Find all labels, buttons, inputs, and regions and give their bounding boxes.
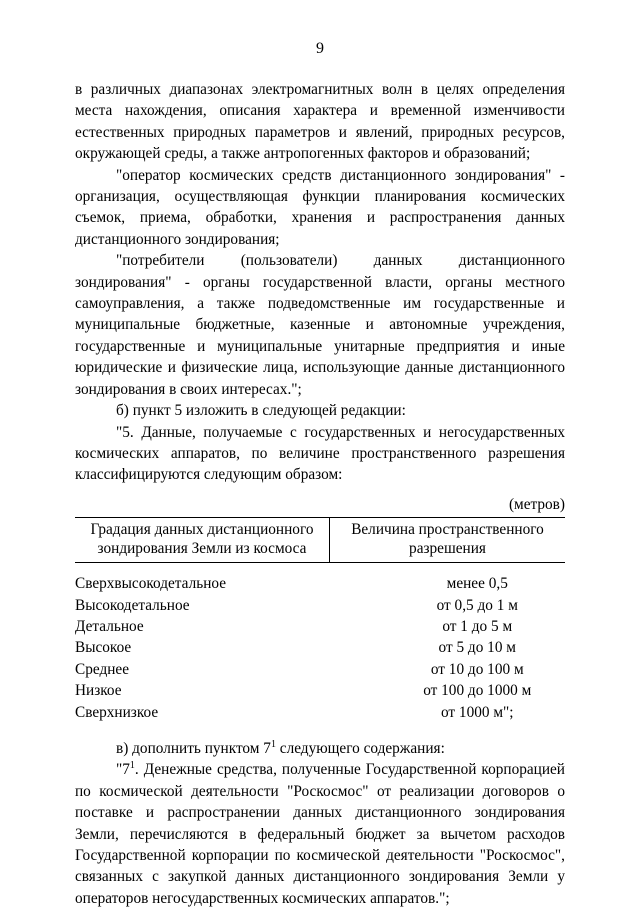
paragraph-item-5: "5. Данные, получаемые с государственных и негосударственных космических аппаратов, по величине пространственного разрешения классифицируются следующим образом: bbox=[75, 423, 565, 484]
page-number: 9 bbox=[316, 40, 324, 57]
table-header-row bbox=[75, 518, 565, 563]
table-row bbox=[75, 616, 565, 637]
paragraph-continuation: в различных диапазонах электромагнитных волн в целях определения места нахождения, описания характера и временной изменчивости естественных природных параметров и явлений, природных ресурсов, окружающей среды, а также антропогенных факторов и образований; bbox=[75, 81, 565, 163]
table-cell-gradation: Сверхнизкое bbox=[75, 703, 159, 721]
item-7-1-text: . Денежные средства, полученные Государственной корпорацией по космической деятельности "Роскосмос" от реализации договоров о поставке и распространении данных дистанционного зондирования Земли, перечисляются в федеральный бюджет за вычетом расходов Государственной корпорации по космической деятельности "Роскосмос", связанных с закупкой данных дистанционного зондирования Земли у операторов негосударственных космических аппаратов."; bbox=[75, 761, 565, 907]
table-cell-resolution: от 10 до 100 м bbox=[430, 660, 524, 678]
table-cell-gradation: Низкое bbox=[75, 682, 122, 700]
table-header-gradation: Градация данных дистанционного зондирования Земли из космоса bbox=[75, 518, 330, 563]
table-row bbox=[75, 595, 565, 616]
paragraph-item-b: б) пункт 5 изложить в следующей редакции: bbox=[116, 402, 406, 420]
table-cell-resolution: от 100 до 1000 м bbox=[423, 682, 532, 700]
item-v-text: в) дополнить пунктом 7 bbox=[116, 739, 271, 757]
table-cell-resolution: от 1000 м"; bbox=[440, 703, 514, 721]
table-cell-gradation: Детальное bbox=[75, 617, 144, 635]
table-cell-gradation: Сверхвысокодетальное bbox=[75, 575, 227, 593]
table-cell-resolution: от 0,5 до 1 м bbox=[436, 596, 518, 614]
table-cell-gradation: Высокое bbox=[75, 639, 132, 657]
paragraph-item-v bbox=[75, 738, 565, 759]
table-row bbox=[75, 702, 565, 723]
resolution-table bbox=[75, 517, 565, 723]
table-row bbox=[75, 563, 565, 595]
table-cell-gradation: Высокодетальное bbox=[75, 596, 190, 614]
item-7-1-start: "7 bbox=[116, 761, 130, 779]
table-cell-resolution: от 1 до 5 м bbox=[442, 617, 513, 635]
table-row bbox=[75, 637, 565, 658]
table-row bbox=[75, 680, 565, 701]
spacer bbox=[75, 723, 565, 738]
paragraph-consumers-definition: "потребители (пользователи) данных дистанционного зондирования" - органы государственной власти, органы местного самоуправления, а также подведомственные им государственные и муниципальные бюджетные, казенные и автономные учреждения, государственные и муниципальные унитарные предприятия и иные юридические и физические лица, использующие данные дистанционного зондирования в своих интересах."; bbox=[75, 252, 565, 398]
item-7-1-superscript: 1 bbox=[129, 760, 135, 772]
paragraph-item-7-1 bbox=[75, 759, 565, 909]
item-v-superscript: 1 bbox=[270, 738, 276, 750]
table-header-resolution: Величина пространственного разрешения bbox=[330, 518, 566, 563]
table-cell-gradation: Среднее bbox=[75, 660, 129, 678]
table-cell-resolution: менее 0,5 bbox=[446, 575, 508, 593]
item-v-text-end: следующего содержания: bbox=[275, 739, 445, 757]
table-row bbox=[75, 659, 565, 680]
document-body bbox=[75, 79, 565, 909]
table-unit-label: (метров) bbox=[508, 495, 565, 513]
paragraph-operator-definition: "оператор космических средств дистанционного зондирования" - организация, осуществляющая функции планирования космических съемок, приема, обработки, хранения и распространения данных дистанционного зондирования; bbox=[75, 166, 565, 248]
table-cell-resolution: от 5 до 10 м bbox=[438, 639, 516, 657]
